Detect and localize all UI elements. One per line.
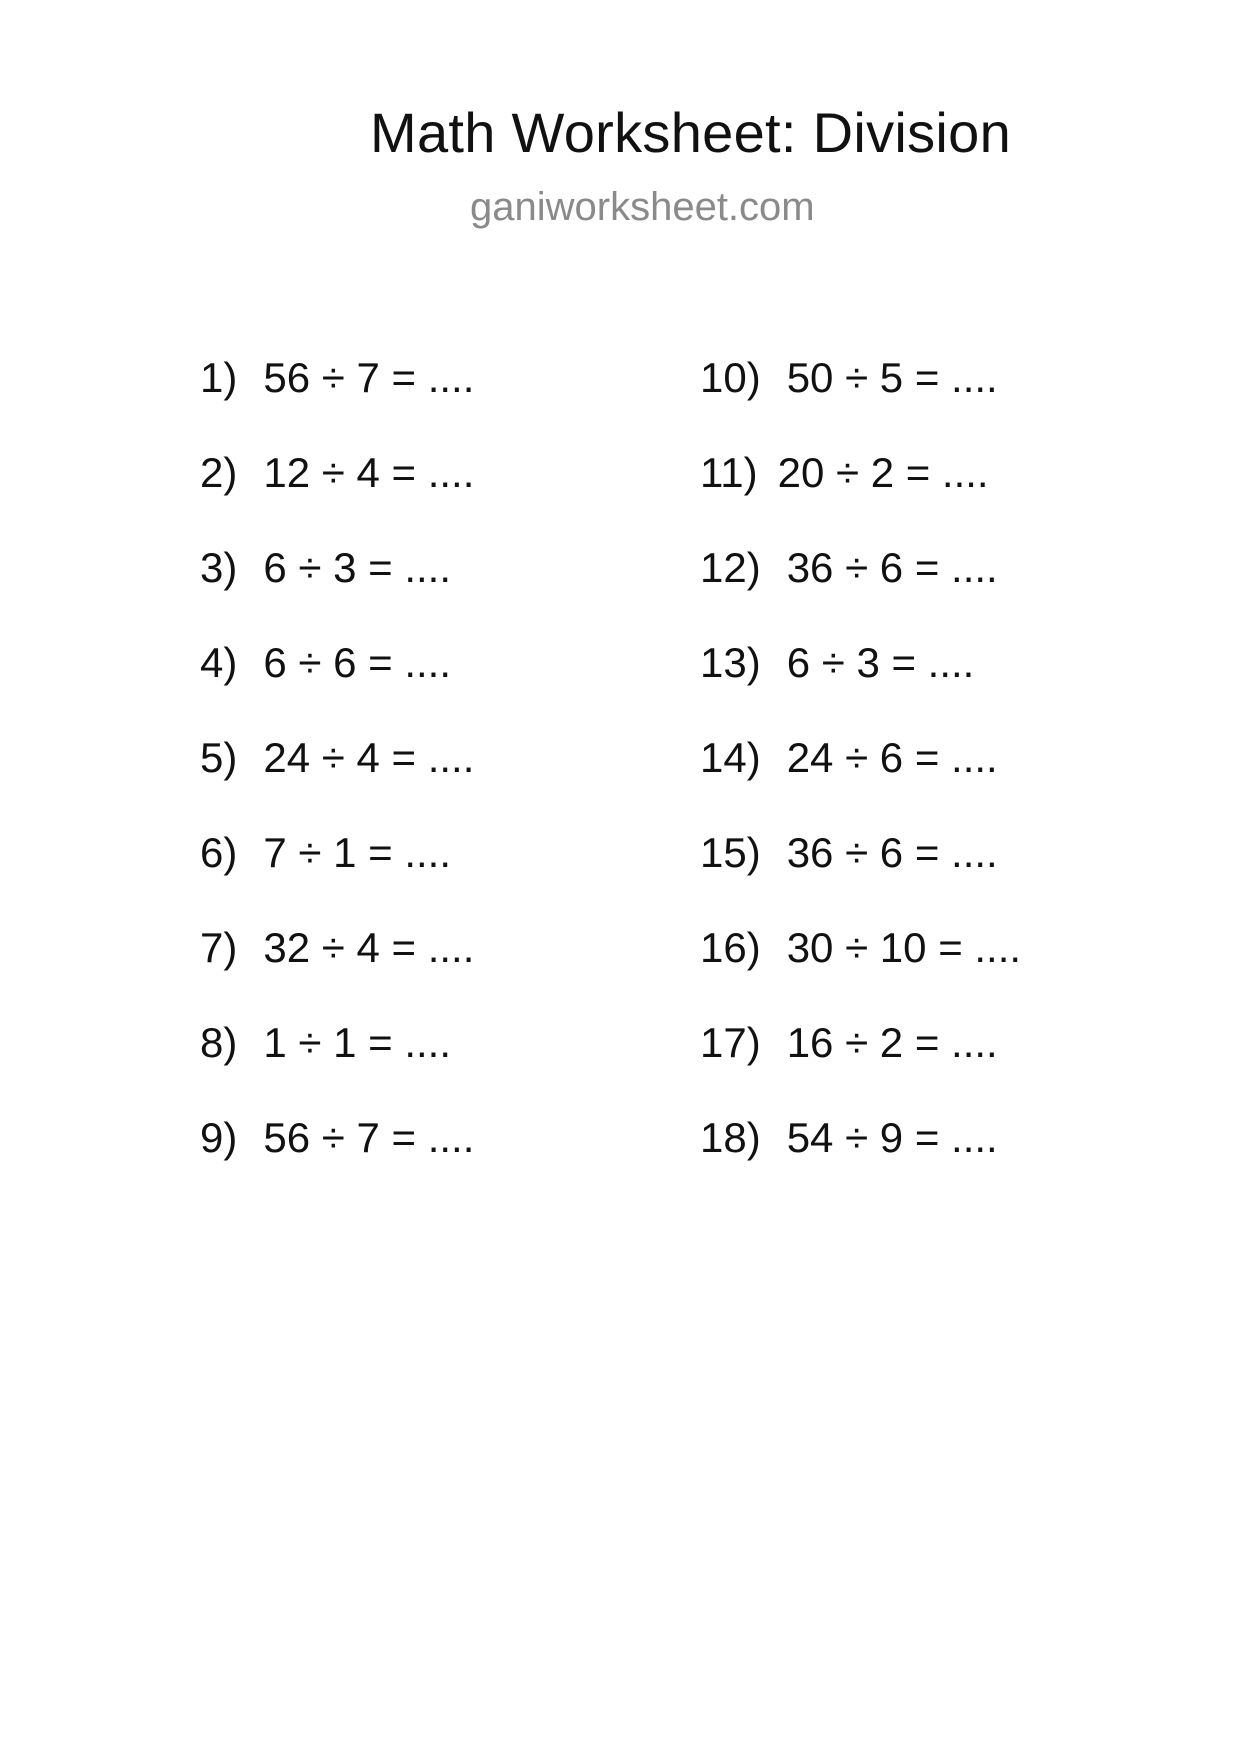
problem-expression: 50 ÷ 5 = .... — [786, 354, 998, 401]
problem-item — [200, 348, 474, 408]
worksheet-title: Math Worksheet: Division — [370, 101, 1012, 164]
problem-expression: 36 ÷ 6 = .... — [786, 829, 998, 876]
problem-number: 1) — [200, 354, 238, 401]
problem-expression: 54 ÷ 9 = .... — [786, 1114, 998, 1161]
problem-item — [200, 443, 474, 503]
website-url: ganiworksheet.com — [470, 185, 815, 229]
problem-item — [700, 538, 998, 598]
problem-item — [700, 1013, 998, 1073]
problem-item — [700, 443, 989, 503]
problem-number: 16) — [700, 924, 761, 971]
problem-number: 13) — [700, 639, 761, 686]
problem-item — [200, 728, 474, 788]
problem-number: 14) — [700, 734, 761, 781]
problem-number: 17) — [700, 1019, 761, 1066]
problem-number: 6) — [200, 829, 238, 876]
problem-number: 9) — [200, 1114, 238, 1161]
problem-number: 5) — [200, 734, 238, 781]
problem-number: 7) — [200, 924, 238, 971]
problems-area — [200, 348, 1100, 1161]
problem-expression: 24 ÷ 4 = .... — [263, 734, 475, 781]
problem-number: 18) — [700, 1114, 761, 1161]
problem-expression: 36 ÷ 6 = .... — [786, 544, 998, 591]
problem-expression: 16 ÷ 2 = .... — [786, 1019, 998, 1066]
problem-number: 15) — [700, 829, 761, 876]
problem-number: 11) — [700, 449, 758, 496]
problem-number: 3) — [200, 544, 238, 591]
problem-expression: 6 ÷ 3 = .... — [263, 544, 452, 591]
problem-expression: 7 ÷ 1 = .... — [263, 829, 452, 876]
problem-number: 2) — [200, 449, 238, 496]
problem-expression: 56 ÷ 7 = .... — [263, 1114, 475, 1161]
problem-item — [700, 918, 1021, 978]
problem-expression: 6 ÷ 3 = .... — [786, 639, 975, 686]
problem-number: 4) — [200, 639, 238, 686]
problem-number: 10) — [700, 354, 761, 401]
problem-expression: 1 ÷ 1 = .... — [263, 1019, 452, 1066]
problem-expression: 24 ÷ 6 = .... — [786, 734, 998, 781]
problem-item — [700, 348, 998, 408]
problem-number: 12) — [700, 544, 761, 591]
problem-expression: 32 ÷ 4 = .... — [263, 924, 475, 971]
problem-item — [200, 538, 451, 598]
problem-item — [700, 633, 974, 693]
problem-item — [200, 633, 451, 693]
problem-item — [700, 728, 998, 788]
problem-expression: 56 ÷ 7 = .... — [263, 354, 475, 401]
problem-number: 8) — [200, 1019, 238, 1066]
problem-item — [200, 1108, 474, 1168]
problem-expression: 30 ÷ 10 = .... — [786, 924, 1022, 971]
problem-expression: 12 ÷ 4 = .... — [263, 449, 475, 496]
problem-expression: 20 ÷ 2 = .... — [777, 449, 989, 496]
problem-item — [700, 1108, 998, 1168]
problem-item — [700, 823, 998, 883]
problem-item — [200, 1013, 451, 1073]
problem-item — [200, 918, 474, 978]
problem-expression: 6 ÷ 6 = .... — [263, 639, 452, 686]
problem-item — [200, 823, 451, 883]
